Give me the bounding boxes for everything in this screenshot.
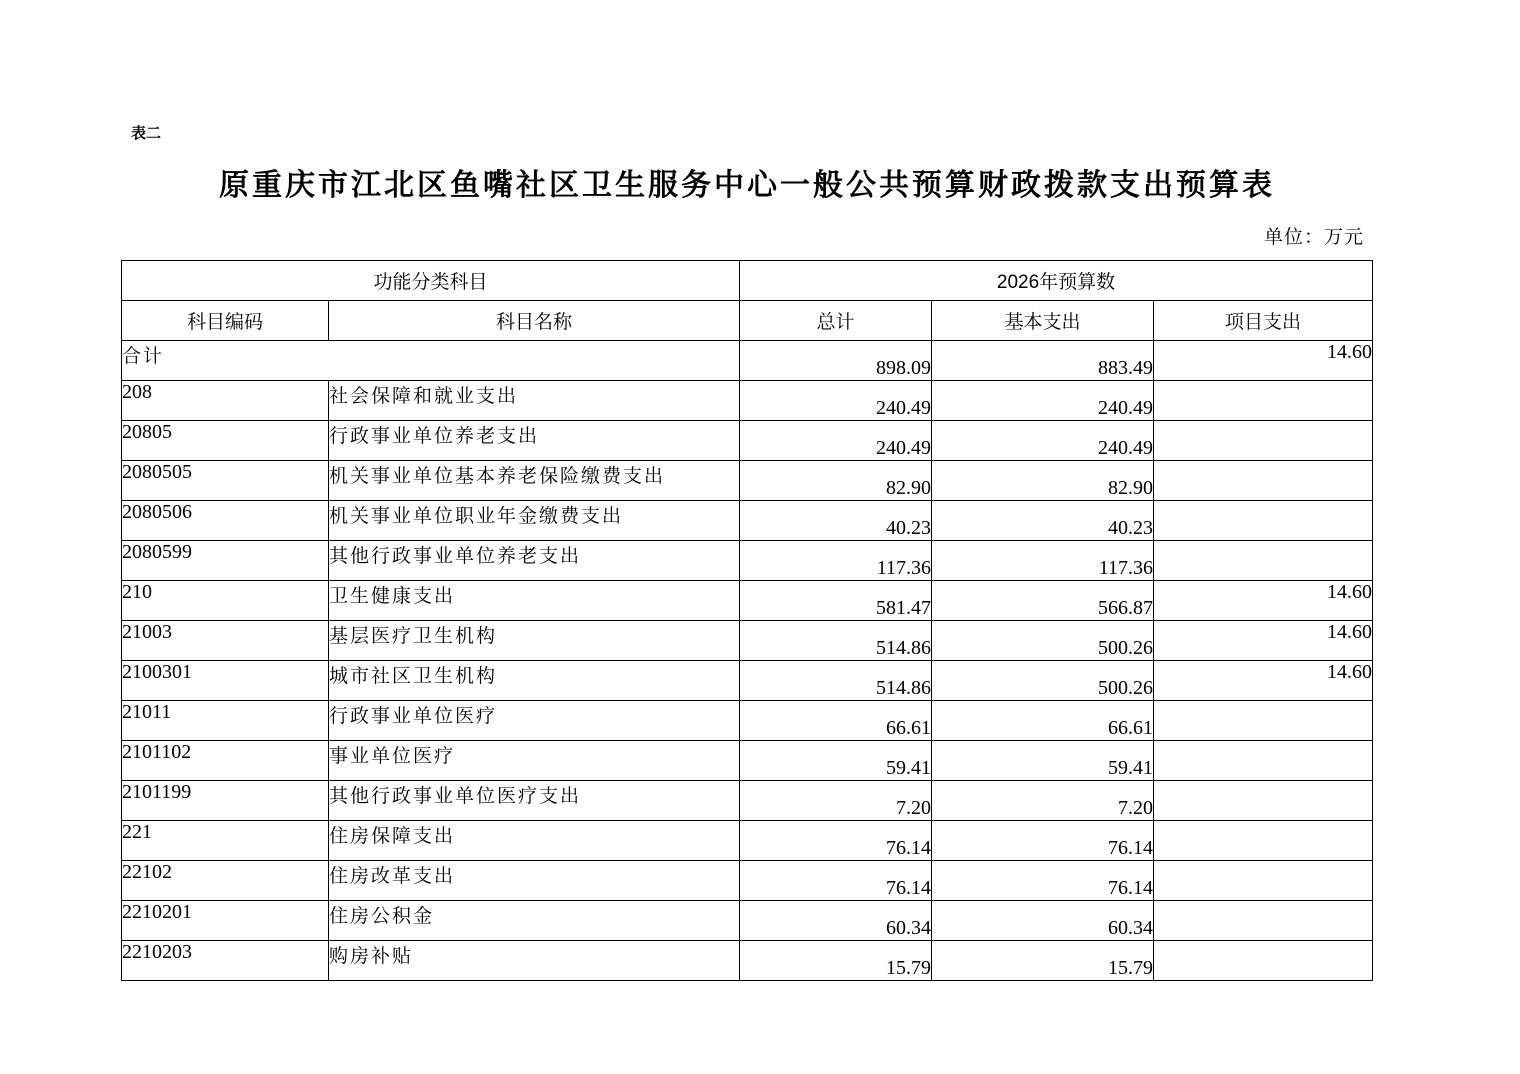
- row-project: [1154, 861, 1373, 901]
- row-total: 514.86: [740, 621, 932, 661]
- row-name: 行政事业单位医疗: [329, 701, 740, 741]
- row-code: 21003: [122, 621, 329, 661]
- row-code: 2101102: [122, 741, 329, 781]
- row-total: 7.20: [740, 781, 932, 821]
- table-row: [122, 861, 1373, 901]
- row-name: 其他行政事业单位医疗支出: [329, 781, 740, 821]
- table-row: [122, 621, 1373, 661]
- row-code: 20805: [122, 421, 329, 461]
- row-name: 购房补贴: [329, 941, 740, 981]
- row-project: [1154, 821, 1373, 861]
- row-code: 208: [122, 381, 329, 421]
- row-basic: 59.41: [932, 741, 1154, 781]
- header-project: 项目支出: [1154, 301, 1373, 341]
- row-total: 581.47: [740, 581, 932, 621]
- row-total: 82.90: [740, 461, 932, 501]
- row-project: [1154, 901, 1373, 941]
- row-name: 其他行政事业单位养老支出: [329, 541, 740, 581]
- row-project: [1154, 381, 1373, 421]
- row-project: [1154, 541, 1373, 581]
- budget-table: [121, 260, 1373, 981]
- row-project: 14.60: [1154, 581, 1373, 621]
- summary-label: 合计: [122, 341, 740, 381]
- table-row: [122, 421, 1373, 461]
- group-header-row: [122, 261, 1373, 301]
- row-name: 机关事业单位职业年金缴费支出: [329, 501, 740, 541]
- row-project: [1154, 701, 1373, 741]
- header-name: 科目名称: [329, 301, 740, 341]
- table-row: [122, 781, 1373, 821]
- row-code: 2100301: [122, 661, 329, 701]
- row-total: 76.14: [740, 861, 932, 901]
- row-basic: 60.34: [932, 901, 1154, 941]
- header-classification: 功能分类科目: [122, 261, 740, 301]
- row-total: 66.61: [740, 701, 932, 741]
- header-basic: 基本支出: [932, 301, 1154, 341]
- row-total: 76.14: [740, 821, 932, 861]
- row-total: 117.36: [740, 541, 932, 581]
- row-name: 机关事业单位基本养老保险缴费支出: [329, 461, 740, 501]
- table-row: [122, 461, 1373, 501]
- row-basic: 240.49: [932, 421, 1154, 461]
- header-code: 科目编码: [122, 301, 329, 341]
- row-code: 22102: [122, 861, 329, 901]
- table-row: [122, 541, 1373, 581]
- row-basic: 15.79: [932, 941, 1154, 981]
- row-name: 城市社区卫生机构: [329, 661, 740, 701]
- table-row: [122, 821, 1373, 861]
- row-project: [1154, 781, 1373, 821]
- page-title: 原重庆市江北区鱼嘴社区卫生服务中心一般公共预算财政拨款支出预算表: [219, 168, 1275, 203]
- header-budget-year: 2026年预算数: [740, 261, 1373, 301]
- row-project: [1154, 501, 1373, 541]
- table-row: [122, 381, 1373, 421]
- table-row: [122, 661, 1373, 701]
- table-row: [122, 701, 1373, 741]
- row-name: 基层医疗卫生机构: [329, 621, 740, 661]
- table-row: [122, 901, 1373, 941]
- summary-row: [122, 341, 1373, 381]
- row-project: [1154, 461, 1373, 501]
- row-project: 14.60: [1154, 621, 1373, 661]
- summary-basic: 883.49: [932, 341, 1154, 381]
- row-code: 2080599: [122, 541, 329, 581]
- row-code: 2210203: [122, 941, 329, 981]
- row-basic: 500.26: [932, 621, 1154, 661]
- row-total: 240.49: [740, 381, 932, 421]
- row-basic: 66.61: [932, 701, 1154, 741]
- row-basic: 40.23: [932, 501, 1154, 541]
- row-basic: 117.36: [932, 541, 1154, 581]
- row-basic: 500.26: [932, 661, 1154, 701]
- row-name: 住房改革支出: [329, 861, 740, 901]
- row-total: 59.41: [740, 741, 932, 781]
- row-name: 行政事业单位养老支出: [329, 421, 740, 461]
- row-name: 社会保障和就业支出: [329, 381, 740, 421]
- row-code: 210: [122, 581, 329, 621]
- summary-total: 898.09: [740, 341, 932, 381]
- row-total: 514.86: [740, 661, 932, 701]
- row-total: 15.79: [740, 941, 932, 981]
- row-basic: 7.20: [932, 781, 1154, 821]
- table-label: 表二: [131, 124, 162, 142]
- row-code: 2210201: [122, 901, 329, 941]
- summary-project: 14.60: [1154, 341, 1373, 381]
- row-code: 2080506: [122, 501, 329, 541]
- row-project: [1154, 741, 1373, 781]
- row-name: 卫生健康支出: [329, 581, 740, 621]
- row-code: 2080505: [122, 461, 329, 501]
- table-row: [122, 581, 1373, 621]
- row-total: 60.34: [740, 901, 932, 941]
- row-basic: 566.87: [932, 581, 1154, 621]
- row-name: 事业单位医疗: [329, 741, 740, 781]
- row-total: 40.23: [740, 501, 932, 541]
- row-name: 住房保障支出: [329, 821, 740, 861]
- row-code: 21011: [122, 701, 329, 741]
- row-basic: 76.14: [932, 821, 1154, 861]
- row-basic: 82.90: [932, 461, 1154, 501]
- row-code: 221: [122, 821, 329, 861]
- row-project: [1154, 421, 1373, 461]
- table-row: [122, 941, 1373, 981]
- row-total: 240.49: [740, 421, 932, 461]
- unit-note: 单位：万元: [1263, 226, 1364, 248]
- row-code: 2101199: [122, 781, 329, 821]
- row-project: 14.60: [1154, 661, 1373, 701]
- column-header-row: [122, 301, 1373, 341]
- table-row: [122, 501, 1373, 541]
- row-basic: 76.14: [932, 861, 1154, 901]
- row-basic: 240.49: [932, 381, 1154, 421]
- table-row: [122, 741, 1373, 781]
- row-project: [1154, 941, 1373, 981]
- header-total: 总计: [740, 301, 932, 341]
- row-name: 住房公积金: [329, 901, 740, 941]
